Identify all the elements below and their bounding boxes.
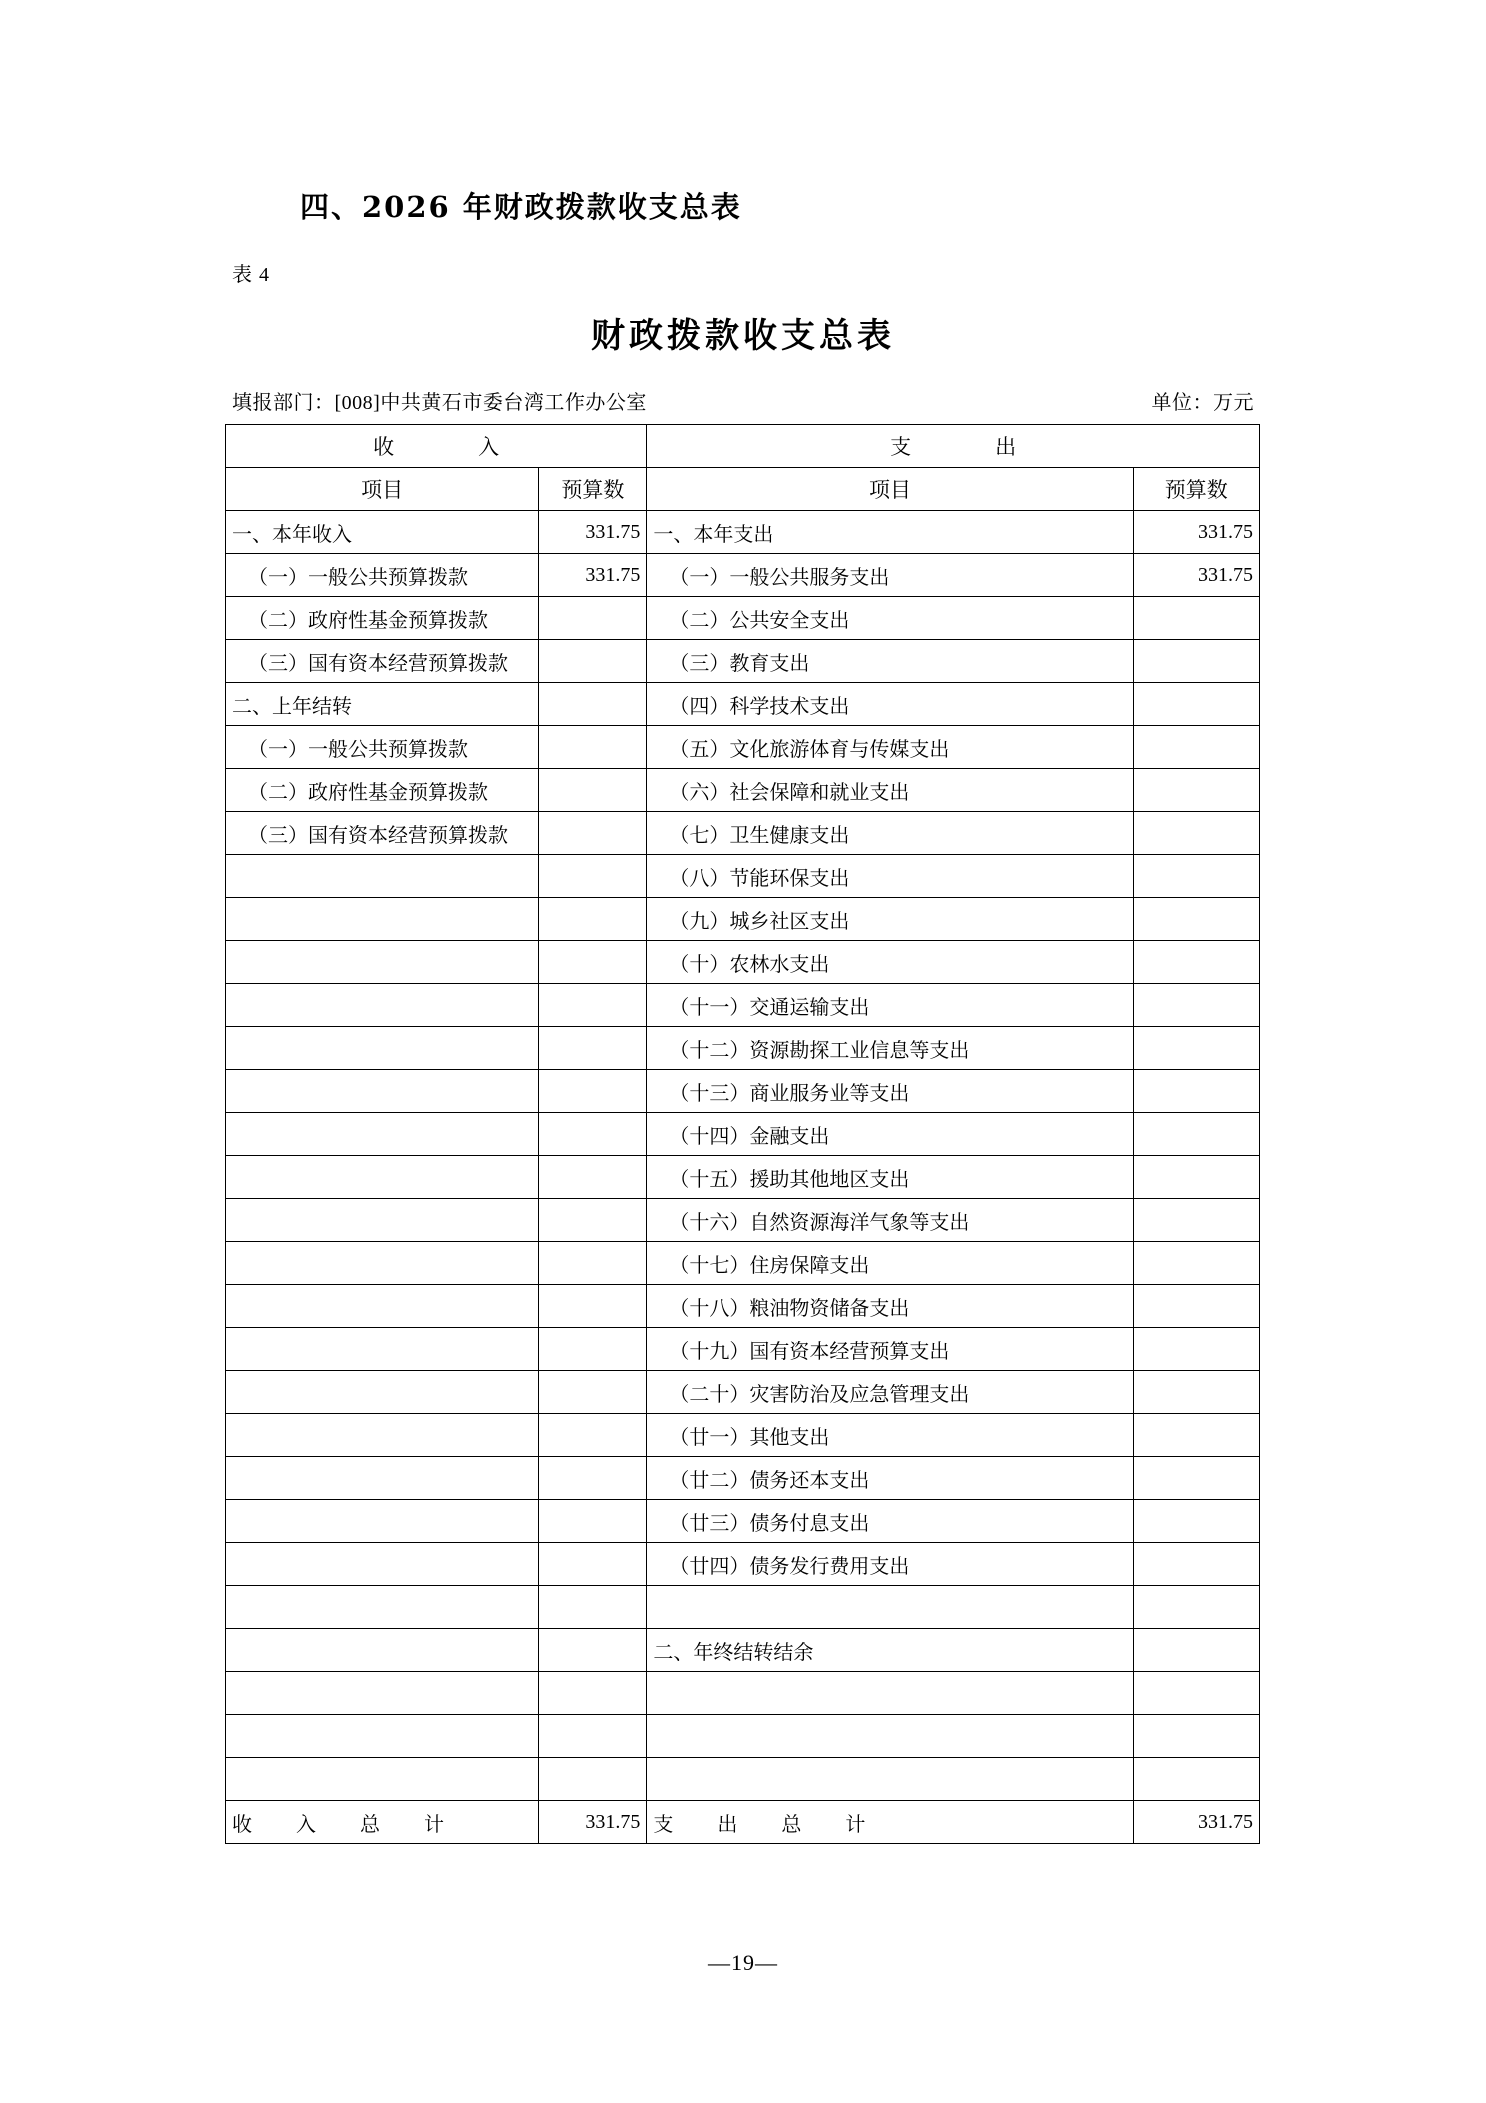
income-amount-cell bbox=[539, 1285, 647, 1328]
income-amount-cell: 331.75 bbox=[539, 554, 647, 597]
income-item-cell: 一、本年收入 bbox=[226, 511, 539, 554]
expense-item-cell bbox=[647, 1758, 1133, 1801]
income-amount-cell bbox=[539, 597, 647, 640]
expense-amount-cell bbox=[1133, 812, 1259, 855]
expense-amount-cell bbox=[1133, 1500, 1259, 1543]
table-row bbox=[226, 1027, 1260, 1070]
table-row bbox=[226, 1672, 1260, 1715]
expense-amount-cell: 331.75 bbox=[1133, 511, 1259, 554]
expense-amount-cell bbox=[1133, 769, 1259, 812]
income-amount-cell bbox=[539, 812, 647, 855]
expense-item-cell: （十二）资源勘探工业信息等支出 bbox=[647, 1027, 1133, 1070]
table-row bbox=[226, 941, 1260, 984]
income-group-header: 收 入 bbox=[226, 425, 647, 468]
table-row bbox=[226, 1113, 1260, 1156]
expense-item-cell: （廿三）债务付息支出 bbox=[647, 1500, 1133, 1543]
income-item-cell bbox=[226, 1629, 539, 1672]
page-title: 财政拨款收支总表 bbox=[591, 316, 895, 356]
income-amount-header: 预算数 bbox=[539, 468, 647, 511]
income-item-cell: 二、上年结转 bbox=[226, 683, 539, 726]
expense-total-label: 支 出 总 计 bbox=[647, 1801, 1133, 1844]
expense-item-cell: （十三）商业服务业等支出 bbox=[647, 1070, 1133, 1113]
income-amount-cell bbox=[539, 1328, 647, 1371]
income-amount-cell bbox=[539, 855, 647, 898]
expense-amount-cell bbox=[1133, 1070, 1259, 1113]
income-item-cell bbox=[226, 1758, 539, 1801]
expense-item-cell: （廿一）其他支出 bbox=[647, 1414, 1133, 1457]
expense-amount-cell bbox=[1133, 1156, 1259, 1199]
expense-item-cell: （十六）自然资源海洋气象等支出 bbox=[647, 1199, 1133, 1242]
income-item-cell: （三）国有资本经营预算拨款 bbox=[226, 640, 539, 683]
expense-amount-cell bbox=[1133, 1758, 1259, 1801]
expense-amount-cell bbox=[1133, 1457, 1259, 1500]
expense-amount-cell bbox=[1133, 941, 1259, 984]
income-amount-cell bbox=[539, 1242, 647, 1285]
expense-amount-cell bbox=[1133, 726, 1259, 769]
table-row bbox=[226, 1715, 1260, 1758]
income-item-cell bbox=[226, 855, 539, 898]
income-amount-cell bbox=[539, 1199, 647, 1242]
expense-amount-cell bbox=[1133, 1371, 1259, 1414]
income-amount-cell bbox=[539, 1113, 647, 1156]
expense-amount-header: 预算数 bbox=[1133, 468, 1259, 511]
income-amount-cell bbox=[539, 1586, 647, 1629]
expense-amount-cell bbox=[1133, 1199, 1259, 1242]
table-row bbox=[226, 1586, 1260, 1629]
expense-item-cell: （十）农林水支出 bbox=[647, 941, 1133, 984]
income-total-label: 收 入 总 计 bbox=[226, 1801, 539, 1844]
expense-item-cell: （七）卫生健康支出 bbox=[647, 812, 1133, 855]
income-amount-cell bbox=[539, 1500, 647, 1543]
table-row bbox=[226, 1199, 1260, 1242]
income-item-cell bbox=[226, 1242, 539, 1285]
income-amount-cell bbox=[539, 769, 647, 812]
income-item-cell bbox=[226, 1371, 539, 1414]
income-item-cell: （一）一般公共预算拨款 bbox=[226, 726, 539, 769]
income-item-cell bbox=[226, 1414, 539, 1457]
expense-amount-cell bbox=[1133, 1285, 1259, 1328]
department-line: 填报部门：[008]中共黄石市委台湾工作办公室 bbox=[232, 392, 647, 414]
income-item-cell bbox=[226, 984, 539, 1027]
expense-amount-cell bbox=[1133, 683, 1259, 726]
expense-amount-cell bbox=[1133, 1027, 1259, 1070]
table-row bbox=[226, 769, 1260, 812]
expense-item-cell: （九）城乡社区支出 bbox=[647, 898, 1133, 941]
expense-amount-cell bbox=[1133, 1242, 1259, 1285]
income-amount-cell bbox=[539, 1715, 647, 1758]
table-row bbox=[226, 511, 1260, 554]
expense-item-cell: （廿二）债务还本支出 bbox=[647, 1457, 1133, 1500]
expense-amount-cell: 331.75 bbox=[1133, 554, 1259, 597]
expense-total-amount: 331.75 bbox=[1133, 1801, 1259, 1844]
income-item-cell bbox=[226, 1199, 539, 1242]
income-item-cell bbox=[226, 1500, 539, 1543]
expense-amount-cell bbox=[1133, 1715, 1259, 1758]
expense-item-cell: （十一）交通运输支出 bbox=[647, 984, 1133, 1027]
expense-amount-cell bbox=[1133, 855, 1259, 898]
income-item-cell bbox=[226, 1156, 539, 1199]
expense-amount-cell bbox=[1133, 1672, 1259, 1715]
expense-item-cell: （十七）住房保障支出 bbox=[647, 1242, 1133, 1285]
expense-item-header: 项目 bbox=[647, 468, 1133, 511]
table-row bbox=[226, 1414, 1260, 1457]
income-item-cell bbox=[226, 1672, 539, 1715]
expense-item-cell: （十四）金融支出 bbox=[647, 1113, 1133, 1156]
income-amount-cell bbox=[539, 1371, 647, 1414]
section-heading: 四、2026 年财政拨款收支总表 bbox=[300, 190, 742, 224]
table-row bbox=[226, 726, 1260, 769]
page-number: —19— bbox=[708, 1950, 778, 1975]
income-amount-cell bbox=[539, 941, 647, 984]
expense-item-cell bbox=[647, 1715, 1133, 1758]
table-row bbox=[226, 855, 1260, 898]
income-item-cell bbox=[226, 941, 539, 984]
income-amount-cell bbox=[539, 1672, 647, 1715]
table-row bbox=[226, 1285, 1260, 1328]
table-row bbox=[226, 898, 1260, 941]
table-row bbox=[226, 1457, 1260, 1500]
meta-row bbox=[232, 386, 1254, 415]
table-row bbox=[226, 1758, 1260, 1801]
expense-amount-cell bbox=[1133, 1543, 1259, 1586]
expense-item-cell: （一）一般公共服务支出 bbox=[647, 554, 1133, 597]
expense-item-cell: （六）社会保障和就业支出 bbox=[647, 769, 1133, 812]
expense-item-cell bbox=[647, 1586, 1133, 1629]
income-item-cell: （一）一般公共预算拨款 bbox=[226, 554, 539, 597]
income-amount-cell bbox=[539, 1070, 647, 1113]
table-row bbox=[226, 812, 1260, 855]
table-row bbox=[226, 597, 1260, 640]
income-amount-cell bbox=[539, 640, 647, 683]
table-label: 表 4 bbox=[232, 264, 270, 286]
expense-group-header: 支 出 bbox=[647, 425, 1260, 468]
income-item-cell bbox=[226, 1070, 539, 1113]
expense-item-cell: 二、年终结转结余 bbox=[647, 1629, 1133, 1672]
income-item-cell: （二）政府性基金预算拨款 bbox=[226, 597, 539, 640]
expense-item-cell: （廿四）债务发行费用支出 bbox=[647, 1543, 1133, 1586]
income-item-cell: （二）政府性基金预算拨款 bbox=[226, 769, 539, 812]
expense-item-cell: （八）节能环保支出 bbox=[647, 855, 1133, 898]
expense-item-cell: （二十）灾害防治及应急管理支出 bbox=[647, 1371, 1133, 1414]
income-amount-cell: 331.75 bbox=[539, 511, 647, 554]
table-row bbox=[226, 1629, 1260, 1672]
table-row bbox=[226, 1543, 1260, 1586]
expense-item-cell: （三）教育支出 bbox=[647, 640, 1133, 683]
income-amount-cell bbox=[539, 1758, 647, 1801]
income-item-cell bbox=[226, 1113, 539, 1156]
table-row bbox=[226, 1070, 1260, 1113]
column-header-row bbox=[226, 468, 1260, 511]
income-amount-cell bbox=[539, 1156, 647, 1199]
table-row bbox=[226, 1500, 1260, 1543]
expense-amount-cell bbox=[1133, 1629, 1259, 1672]
income-amount-cell bbox=[539, 1457, 647, 1500]
income-item-header: 项目 bbox=[226, 468, 539, 511]
expense-amount-cell bbox=[1133, 1414, 1259, 1457]
income-item-cell bbox=[226, 1027, 539, 1070]
expense-amount-cell bbox=[1133, 1586, 1259, 1629]
income-item-cell bbox=[226, 898, 539, 941]
income-amount-cell bbox=[539, 726, 647, 769]
expense-item-cell: 一、本年支出 bbox=[647, 511, 1133, 554]
expense-amount-cell bbox=[1133, 597, 1259, 640]
income-total-amount: 331.75 bbox=[539, 1801, 647, 1844]
table-row bbox=[226, 683, 1260, 726]
income-amount-cell bbox=[539, 1414, 647, 1457]
table-row bbox=[226, 1242, 1260, 1285]
income-amount-cell bbox=[539, 1027, 647, 1070]
income-amount-cell bbox=[539, 1543, 647, 1586]
table-row bbox=[226, 1156, 1260, 1199]
expense-item-cell: （二）公共安全支出 bbox=[647, 597, 1133, 640]
unit-line: 单位：万元 bbox=[1151, 392, 1254, 414]
group-header-row bbox=[226, 425, 1260, 468]
table-row bbox=[226, 984, 1260, 1027]
table-row bbox=[226, 1328, 1260, 1371]
table-row bbox=[226, 1371, 1260, 1414]
income-item-cell bbox=[226, 1285, 539, 1328]
income-item-cell bbox=[226, 1543, 539, 1586]
income-amount-cell bbox=[539, 898, 647, 941]
income-amount-cell bbox=[539, 984, 647, 1027]
income-item-cell bbox=[226, 1586, 539, 1629]
income-amount-cell bbox=[539, 1629, 647, 1672]
table-row bbox=[226, 640, 1260, 683]
income-amount-cell bbox=[539, 683, 647, 726]
income-item-cell bbox=[226, 1457, 539, 1500]
expense-item-cell: （十九）国有资本经营预算支出 bbox=[647, 1328, 1133, 1371]
table-row bbox=[226, 554, 1260, 597]
expense-amount-cell bbox=[1133, 1113, 1259, 1156]
expense-amount-cell bbox=[1133, 640, 1259, 683]
expense-amount-cell bbox=[1133, 1328, 1259, 1371]
expense-item-cell: （十五）援助其他地区支出 bbox=[647, 1156, 1133, 1199]
expense-item-cell: （十八）粮油物资储备支出 bbox=[647, 1285, 1133, 1328]
income-item-cell: （三）国有资本经营预算拨款 bbox=[226, 812, 539, 855]
expense-item-cell: （五）文化旅游体育与传媒支出 bbox=[647, 726, 1133, 769]
expense-amount-cell bbox=[1133, 898, 1259, 941]
budget-table bbox=[225, 424, 1260, 1844]
expense-item-cell bbox=[647, 1672, 1133, 1715]
totals-row bbox=[226, 1801, 1260, 1844]
income-item-cell bbox=[226, 1328, 539, 1371]
expense-item-cell: （四）科学技术支出 bbox=[647, 683, 1133, 726]
expense-amount-cell bbox=[1133, 984, 1259, 1027]
income-item-cell bbox=[226, 1715, 539, 1758]
